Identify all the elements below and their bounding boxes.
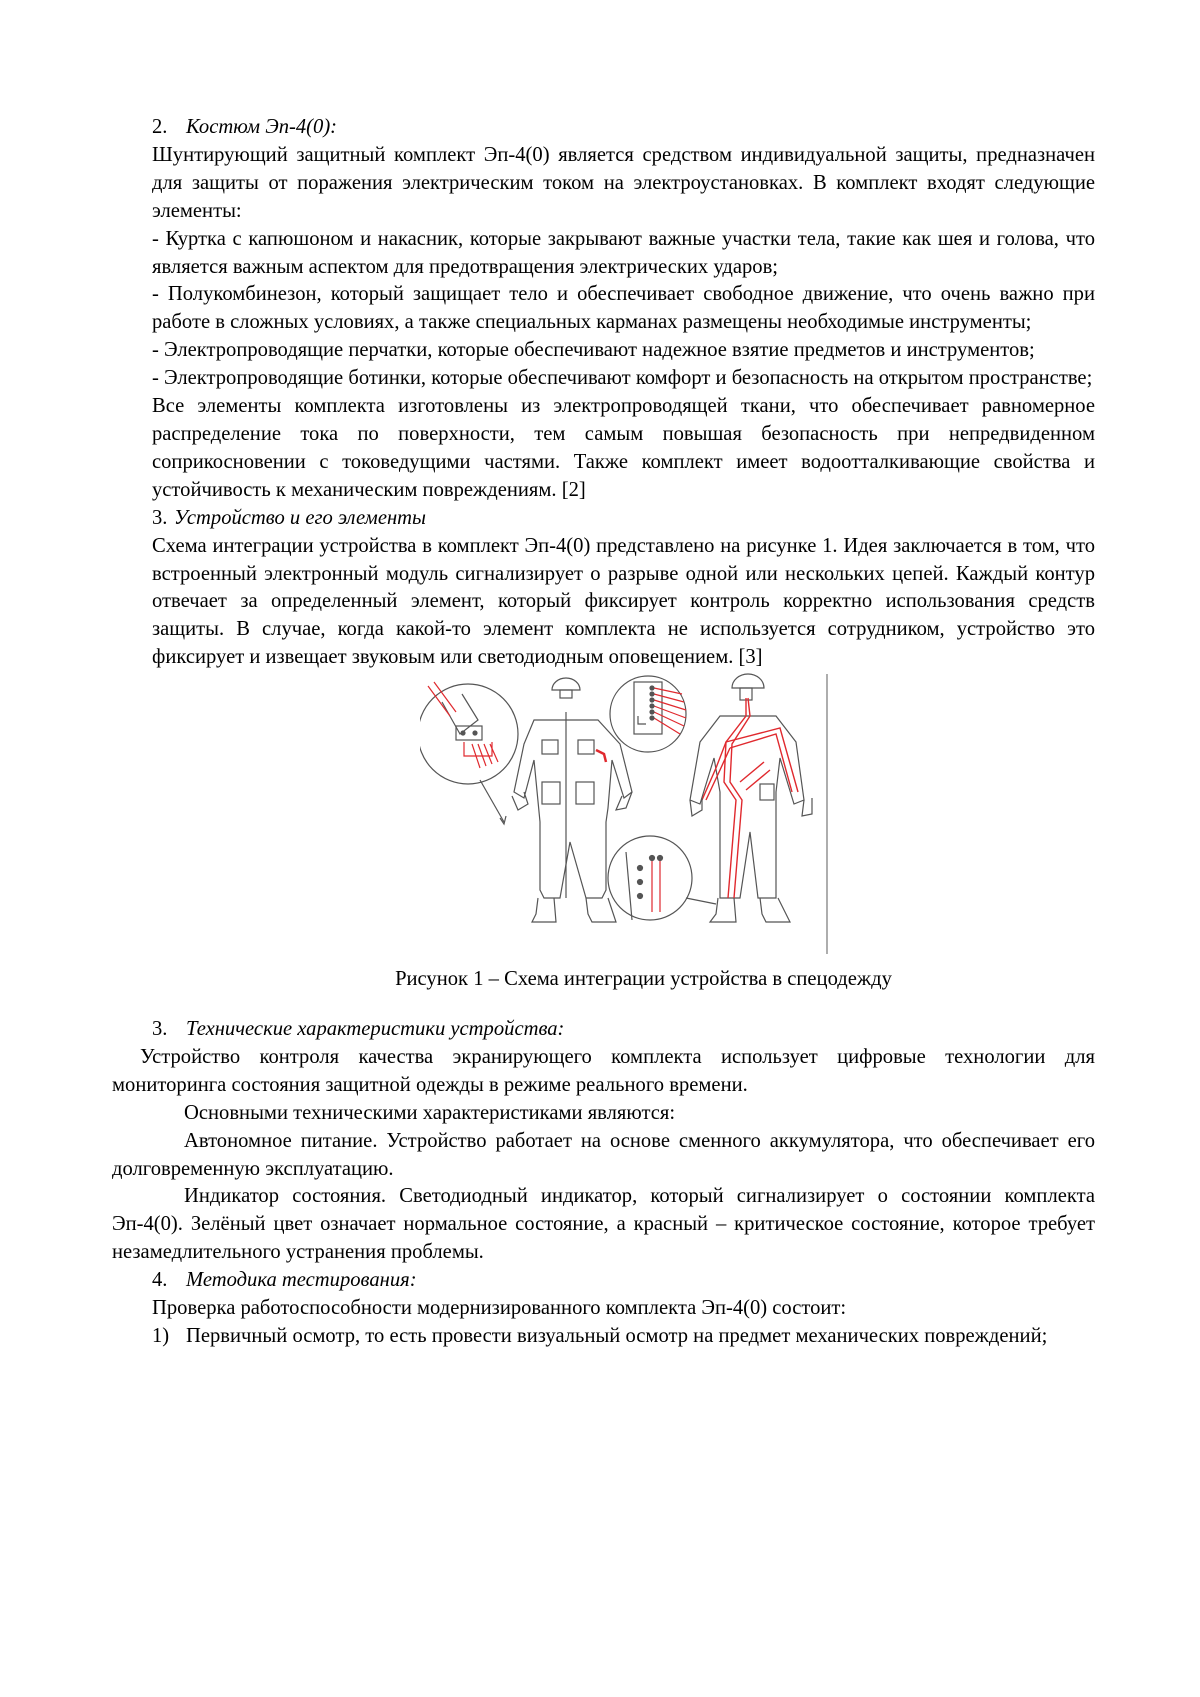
list-item-text: Первичный осмотр, то есть провести визуальный осмотр на предмет механических повреждений; <box>186 1323 1095 1351</box>
section-3b-heading <box>152 1016 1095 1044</box>
list-item: - Полукомбинезон, который защищает тело и обеспечивает свободное движение, что очень важно при работе в сложных условиях, а также специальных карманах размещены необходимые инструменты; <box>152 281 1095 337</box>
section-3a-number: 3. <box>152 505 174 533</box>
section-2-intro: Шунтирующий защитный комплект Эп-4(0) является средством индивидуальной защиты, предназначен для защиты от поражения электрическим током на электроустановках. В комплект входят следующие элементы: <box>152 142 1095 226</box>
section-4-number: 4. <box>152 1267 186 1295</box>
section-4-title: Методика тестирования: <box>186 1269 417 1291</box>
list-item: - Куртка с капюшоном и накасник, которые закрывают важные участки тела, такие как шея и голова, что является важным аспектом для предотвращения электрических ударов; <box>152 226 1095 282</box>
section-3a-title: Устройство и его элементы <box>174 507 426 529</box>
section-3b-p3: Автономное питание. Устройство работает на основе сменного аккумулятора, что обеспечивает его долговременную эксплуатацию. <box>112 1128 1095 1184</box>
figure-1 <box>152 672 1095 956</box>
list-item <box>152 1323 1095 1351</box>
list-item: - Электропроводящие перчатки, которые обеспечивают надежное взятие предметов и инструментов; <box>152 337 1095 365</box>
wire-lines <box>702 698 798 898</box>
section-3b-p1: Устройство контроля качества экранирующего комплекта использует цифровые технологии для мониторинга состояния защитной одежды в режиме реального времени. <box>112 1044 1095 1100</box>
list-item-number: 1) <box>152 1323 186 1351</box>
section-3a-text: Схема интеграции устройства в комплект Эп-4(0) представлено на рисунке 1. Идея заключается в том, что встроенный электронный модуль сигнализирует о разрыве одной или нескольких цепей. Каждый контур отвечает за определенный элемент, который фиксирует контроль корректно использования средств защиты. В случае, когда какой-то элемент комплекта не используется сотрудником, устройство это фиксирует и извещает звуковым или светодиодным оповещением. [3] <box>152 533 1095 673</box>
section-3b-title: Технические характеристики устройства: <box>186 1018 564 1040</box>
section-3b-p2: Основными техническими характеристиками являются: <box>112 1100 1095 1128</box>
section-2-heading <box>152 114 1095 142</box>
section-2-number: 2. <box>152 114 186 142</box>
section-2-summary: Все элементы комплекта изготовлены из электропроводящей ткани, что обеспечивает равномерное распределение тока по поверхности, тем самым повышая безопасность при непредвиденном соприкосновении с токоведущими частями. Также комплект имеет водоотталкивающие свойства и устойчивость к механическим повреждениям. [2] <box>152 393 1095 505</box>
connector-detail-circle <box>608 836 716 920</box>
suit-back-figure <box>690 674 812 922</box>
glove-detail-circle <box>420 682 518 824</box>
section-3b-number: 3. <box>152 1016 186 1044</box>
section-4-heading <box>152 1267 1095 1295</box>
list-item: - Электропроводящие ботинки, которые обеспечивают комфорт и безопасность на открытом пространстве; <box>152 365 1095 393</box>
section-4-intro: Проверка работоспособности модернизированного комплекта Эп-4(0) состоит: <box>152 1295 1095 1323</box>
document-page <box>152 114 1095 1351</box>
module-detail-circle <box>610 676 686 752</box>
section-3a-heading <box>152 505 1095 533</box>
figure-caption: Рисунок 1 – Схема интеграции устройства в спецодежду <box>152 966 1095 994</box>
suit-diagram <box>420 672 840 956</box>
section-2-title: Костюм Эп-4(0): <box>186 116 337 138</box>
suit-front-figure <box>512 678 632 922</box>
section-3b-p4: Индикатор состояния. Светодиодный индикатор, который сигнализирует о состоянии комплекта Эп-4(0). Зелёный цвет означает нормальное состояние, а красный – критическое состояние, которое требует незамедлительного устранения проблемы. <box>112 1183 1095 1267</box>
